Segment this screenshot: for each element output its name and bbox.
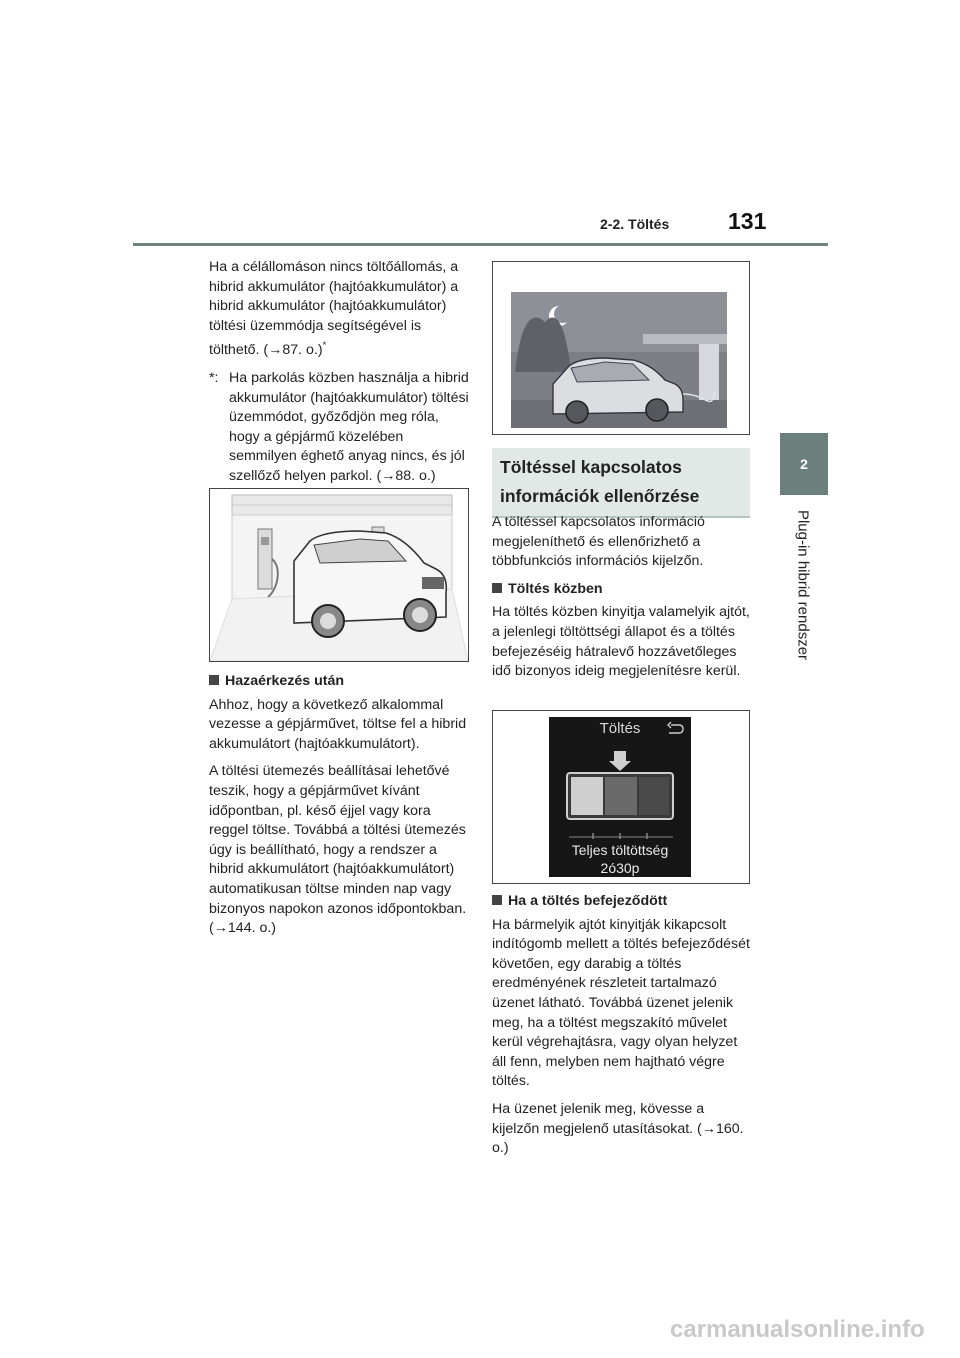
paragraph-during-charge: Ha töltés közben kinyitja valamelyik ajtót, a jelenlegi töltöttségi állapot és a töltés befejezéséig hátralevő hozzávetőleges idő bizonyos ideig megjelenítésre kerül.: [492, 604, 750, 680]
footnote-marker: *: [322, 340, 327, 351]
header-divider: [133, 243, 828, 246]
heading-done-text: Ha a töltés befejeződött: [508, 893, 668, 909]
heading-during-charge: [492, 580, 754, 600]
night-charging-illustration: [492, 261, 750, 435]
watermark: carmanualsonline.info: [670, 1316, 925, 1343]
chapter-title-vertical: [783, 510, 823, 660]
heading-charge-done: [492, 892, 754, 912]
paragraph-follow-instructions: Ha üzenet jelenik meg, kövesse a kijelzőn megjelenő utasításokat. (→160. o.): [492, 1100, 744, 1157]
chapter-title-text: Plug-in hibrid rendszer: [794, 509, 812, 661]
garage-charging-illustration: [209, 488, 469, 662]
chapter-number-tab: 2: [780, 433, 828, 495]
right-column-text-bottom: [492, 886, 754, 1167]
section-heading-charging-info: Töltéssel kapcsolatos információk ellenőrzése: [492, 448, 750, 518]
paragraph-no-station: [209, 258, 469, 361]
mid-display-drawing: [493, 711, 749, 883]
footnote: [209, 369, 469, 487]
heading-during-text: Töltés közben: [508, 580, 603, 597]
display-screen-figure: [492, 710, 750, 884]
bullet-square-icon: [492, 895, 502, 905]
left-column-top: [209, 258, 469, 487]
paragraph-charge-next: Ahhoz, hogy a következő alkalommal vezesse a gépjárművet, töltse fel a hibrid akkumulátort (hajtóakkumulátort).: [209, 696, 467, 752]
footnote-mark: *:: [209, 369, 219, 386]
paragraph-intro: A töltéssel kapcsolatos információ megjeleníthető és ellenőrizhető a többfunkciós információs kijelzőn.: [492, 514, 705, 570]
bullet-square-icon: [492, 583, 502, 593]
heading-home-text: Hazaérkezés után: [225, 673, 345, 689]
garage-car-drawing: [210, 489, 468, 661]
left-column-bottom: [209, 666, 471, 947]
section-title: 2-2. Töltés: [600, 216, 670, 232]
screen-label-full-charge: Teljes töltöttség: [571, 842, 669, 858]
paragraph-schedule: A töltési ütemezés beállításai lehetővé teszik, hogy a gépjárművet kívánt időpontban, pl. késő éjjel vagy kora reggel töltse. Továbbá a töltési ütemezés úgy is beállítható, hogy a rendszer a hibrid akkumulátort (hajtóakkumulátort) automatikusan töltse minden nap vagy bizonyos napokon azonos időpontokban. (→144. o.): [209, 763, 467, 937]
page-number: 131: [728, 208, 767, 234]
page-ref-87[interactable]: →87. o.): [268, 342, 323, 359]
bullet-square-icon: [209, 675, 219, 685]
screen-title: Töltés: [599, 720, 641, 737]
footnote-text: Ha parkolás közben használja a hibrid akkumulátor (hajtóakkumulátor) töltési üzemmódot, győződjön meg róla, hogy a gépjármű közelében semmilyen éghető anyag nincs, és jól szellőző helyen parkol. (→88. o.): [229, 369, 469, 484]
heading-home: [209, 672, 471, 692]
right-column-text-top: [492, 513, 754, 690]
para1-text: Ha a célállomáson nincs töltőállomás, a hibrid akkumulátor (hajtóakkumulátor) a hibrid akkumulátor (hajtóakkumulátor) töltési üzemmódja segítségével is tölthető. (: [209, 259, 459, 359]
screen-time-remaining: 2ó30p: [600, 860, 640, 876]
night-car-drawing: [493, 262, 749, 434]
paragraph-charge-done: Ha bármelyik ajtót kinyitják kikapcsolt indítógomb mellett a töltés befejeződését követően, egy darabig a töltés eredményének részleteit tartalmazó üzenet látható. Továbbá üzenet jelenik meg, ha a töltést megszakító művelet kerül végrehajtásra, vagy olyan helyzet áll fenn, melyben nem hajtható végre töltés.: [492, 916, 750, 1090]
